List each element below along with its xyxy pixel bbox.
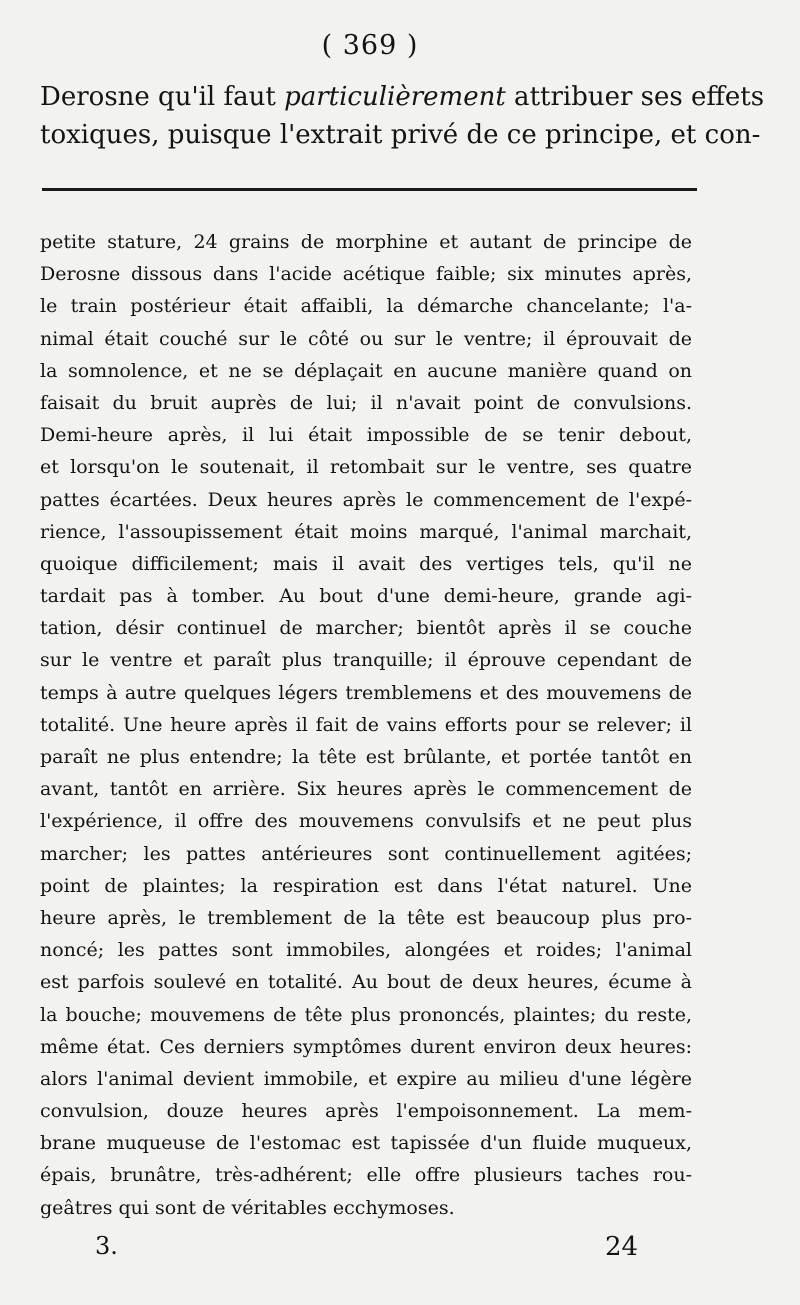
text-line: pattes écartées. Deux heures après le commencement de l'expé- (40, 488, 692, 511)
text-line: Derosne dissous dans l'acide acétique faible; six minutes après, (40, 263, 692, 286)
text-line: convulsion, douze heures après l'empoisonnement. La mem- (40, 1100, 692, 1123)
text-line: heure après, le tremblement de la tête est beaucoup plus pro- (40, 906, 692, 929)
text-line: et lorsqu'on le soutenait, il retombait sur le ventre, ses quatre (40, 456, 692, 479)
text-line: quoique difficilement; mais il avait des vertiges tels, qu'il ne (40, 552, 692, 575)
text-line: faisait du bruit auprès de lui; il n'avait point de convulsions. (40, 391, 692, 414)
text-line: rience, l'assoupissement était moins marqué, l'animal marchait, (40, 520, 692, 543)
text-line: la bouche; mouvemens de tête plus prononcés, plaintes; du reste, (40, 1003, 692, 1026)
text-line: petite stature, 24 grains de morphine et autant de principe de (40, 231, 692, 253)
text-line: l'expérience, il offre des mouvemens convulsifs et ne peut plus (40, 810, 692, 833)
text-line: nimal était couché sur le côté ou sur le ventre; il éprouvait de (40, 327, 692, 350)
text-line: tation, désir continuel de marcher; bientôt après il se couche (40, 617, 692, 640)
text-line: alors l'animal devient immobile, et expire au milieu d'une légère (40, 1067, 692, 1090)
text-line: sur le ventre et paraît plus tranquille; il éprouve cependant de (40, 649, 692, 672)
text-line: Demi-heure après, il lui était impossible de se tenir debout, (40, 424, 692, 447)
text-line: le train postérieur était affaibli, la démarche chancelante; l'a- (40, 295, 692, 318)
footnote-separator-rule (42, 188, 697, 191)
continued-paragraph (40, 78, 765, 154)
text-line: est parfois soulevé en totalité. Au bout de deux heures, écume à (40, 971, 692, 994)
text-line: totalité. Une heure après il fait de vains efforts pour se relever; il (40, 713, 692, 736)
text-line: temps à autre quelques légers tremblemens et des mouvemens de (40, 681, 692, 704)
text-line: noncé; les pattes sont immobiles, alongées et roides; l'animal (40, 939, 692, 962)
text-line: avant, tantôt en arrière. Six heures après le commencement de (40, 778, 692, 801)
text-line: épais, brunâtre, très-adhérent; elle offre plusieurs taches rou- (40, 1164, 692, 1187)
folio-number: 24 (605, 1232, 639, 1262)
continued-line-2: toxiques, puisque l'extrait privé de ce principe, et con- (40, 120, 761, 150)
text-line: marcher; les pattes antérieures sont continuellement agitées; (40, 842, 692, 865)
text-line: point de plaintes; la respiration est dans l'état naturel. Une (40, 874, 692, 897)
text-line: tardait pas à tomber. Au bout d'une demi-heure, grande agi- (40, 585, 692, 608)
signature-mark: 3. (95, 1232, 118, 1260)
text-line: brane muqueuse de l'estomac est tapissée d'un fluide muqueux, (40, 1132, 692, 1155)
text-line: même état. Ces derniers symptômes durent environ deux heures: (40, 1035, 692, 1058)
text-line: la somnolence, et ne se déplaçait en aucune manière quand on (40, 359, 692, 382)
text-line: geâtres qui sont de véritables ecchymoses. (40, 1196, 455, 1219)
continued-line-1: Derosne qu'il faut particulièrement attribuer ses effets (40, 82, 765, 112)
page-number: ( 369 ) (321, 30, 419, 61)
body-text (40, 226, 692, 1224)
emphasis-word: particulièrement (284, 82, 506, 112)
text-line: paraît ne plus entendre; la tête est brûlante, et portée tantôt en (40, 746, 692, 768)
